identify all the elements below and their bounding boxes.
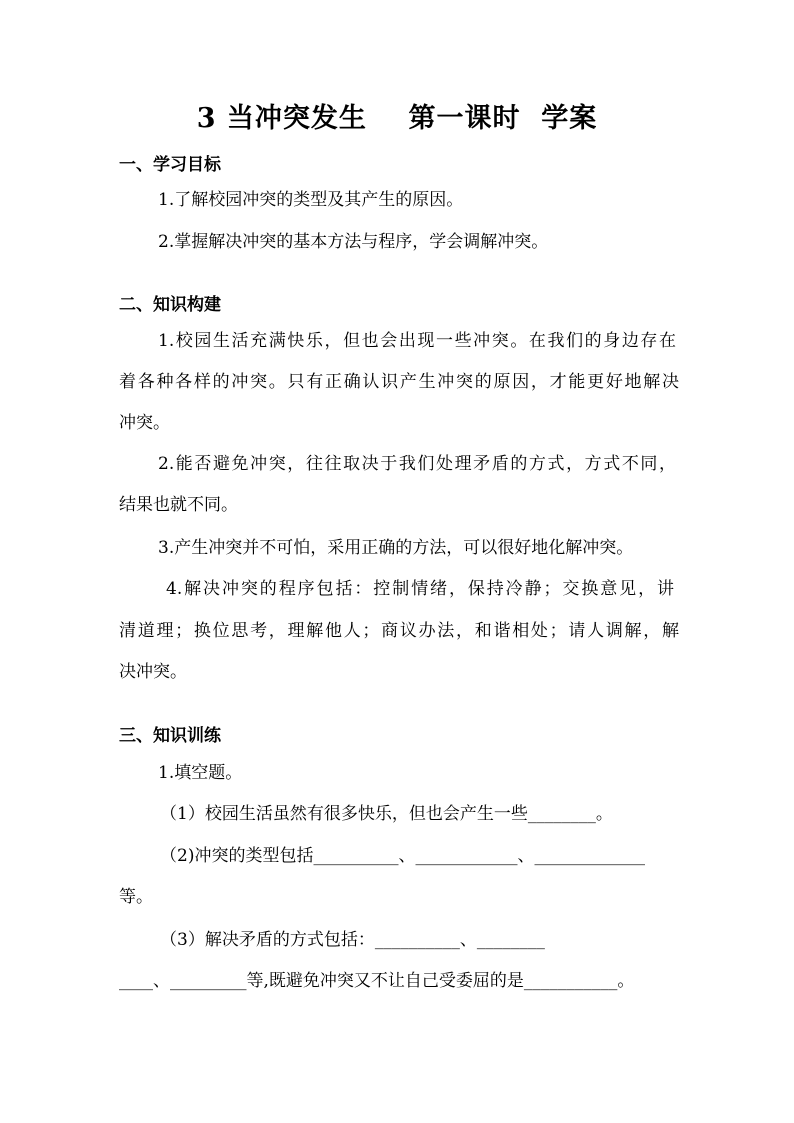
fill-blank-question-3-line-2: ____、_________等,既避免冲突又不让自己受委屈的是___________。 (119, 971, 635, 991)
goal-item-2: 2.掌握解决冲突的基本方法与程序，学会调解冲突。 (158, 232, 549, 252)
knowledge-paragraph-4-line-2: 清道理；换位思考，理解他人；商议办法，和谐相处；请人调解，解 (119, 621, 679, 641)
knowledge-paragraph-2-line-1: 2.能否避免冲突，往往取决于我们处理矛盾的方式，方式不同， (158, 454, 676, 474)
goal-item-1: 1.了解校园冲突的类型及其产生的原因。 (158, 190, 464, 210)
section-heading-knowledge: 二、知识构建 (119, 295, 221, 315)
knowledge-paragraph-1-line-3: 冲突。 (119, 413, 170, 433)
fill-blank-question-2-line-2: 等。 (119, 887, 153, 907)
section-heading-goals: 一、学习目标 (119, 155, 221, 175)
page-title: 3 当冲突发生 第一课时 学案 (196, 103, 598, 134)
section-heading-training: 三、知识训练 (119, 726, 221, 746)
knowledge-paragraph-1-line-1: 1.校园生活充满快乐，但也会出现一些冲突。在我们的身边存在 (158, 331, 676, 351)
knowledge-paragraph-2-line-2: 结果也就不同。 (119, 495, 238, 515)
fill-blank-question-3-line-1: （3）解决矛盾的方式包括：__________、________ (160, 930, 545, 950)
knowledge-paragraph-4-line-1: 4.解决冲突的程序包括：控制情绪，保持冷静；交换意见，讲 (166, 579, 674, 599)
knowledge-paragraph-3: 3.产生冲突并不可怕，采用正确的方法，可以很好地化解冲突。 (158, 538, 634, 558)
fill-blank-question-2-line-1: （2)冲突的类型包括__________、____________、_____________ (160, 846, 645, 866)
question-1-label: 1.填空题。 (158, 763, 243, 783)
knowledge-paragraph-1-line-2: 着各种各样的冲突。只有正确认识产生冲突的原因，才能更好地解决 (119, 372, 679, 392)
knowledge-paragraph-4-line-3: 决冲突。 (119, 662, 187, 682)
fill-blank-question-1: （1）校园生活虽然有很多快乐，但也会产生一些________。 (160, 804, 613, 824)
